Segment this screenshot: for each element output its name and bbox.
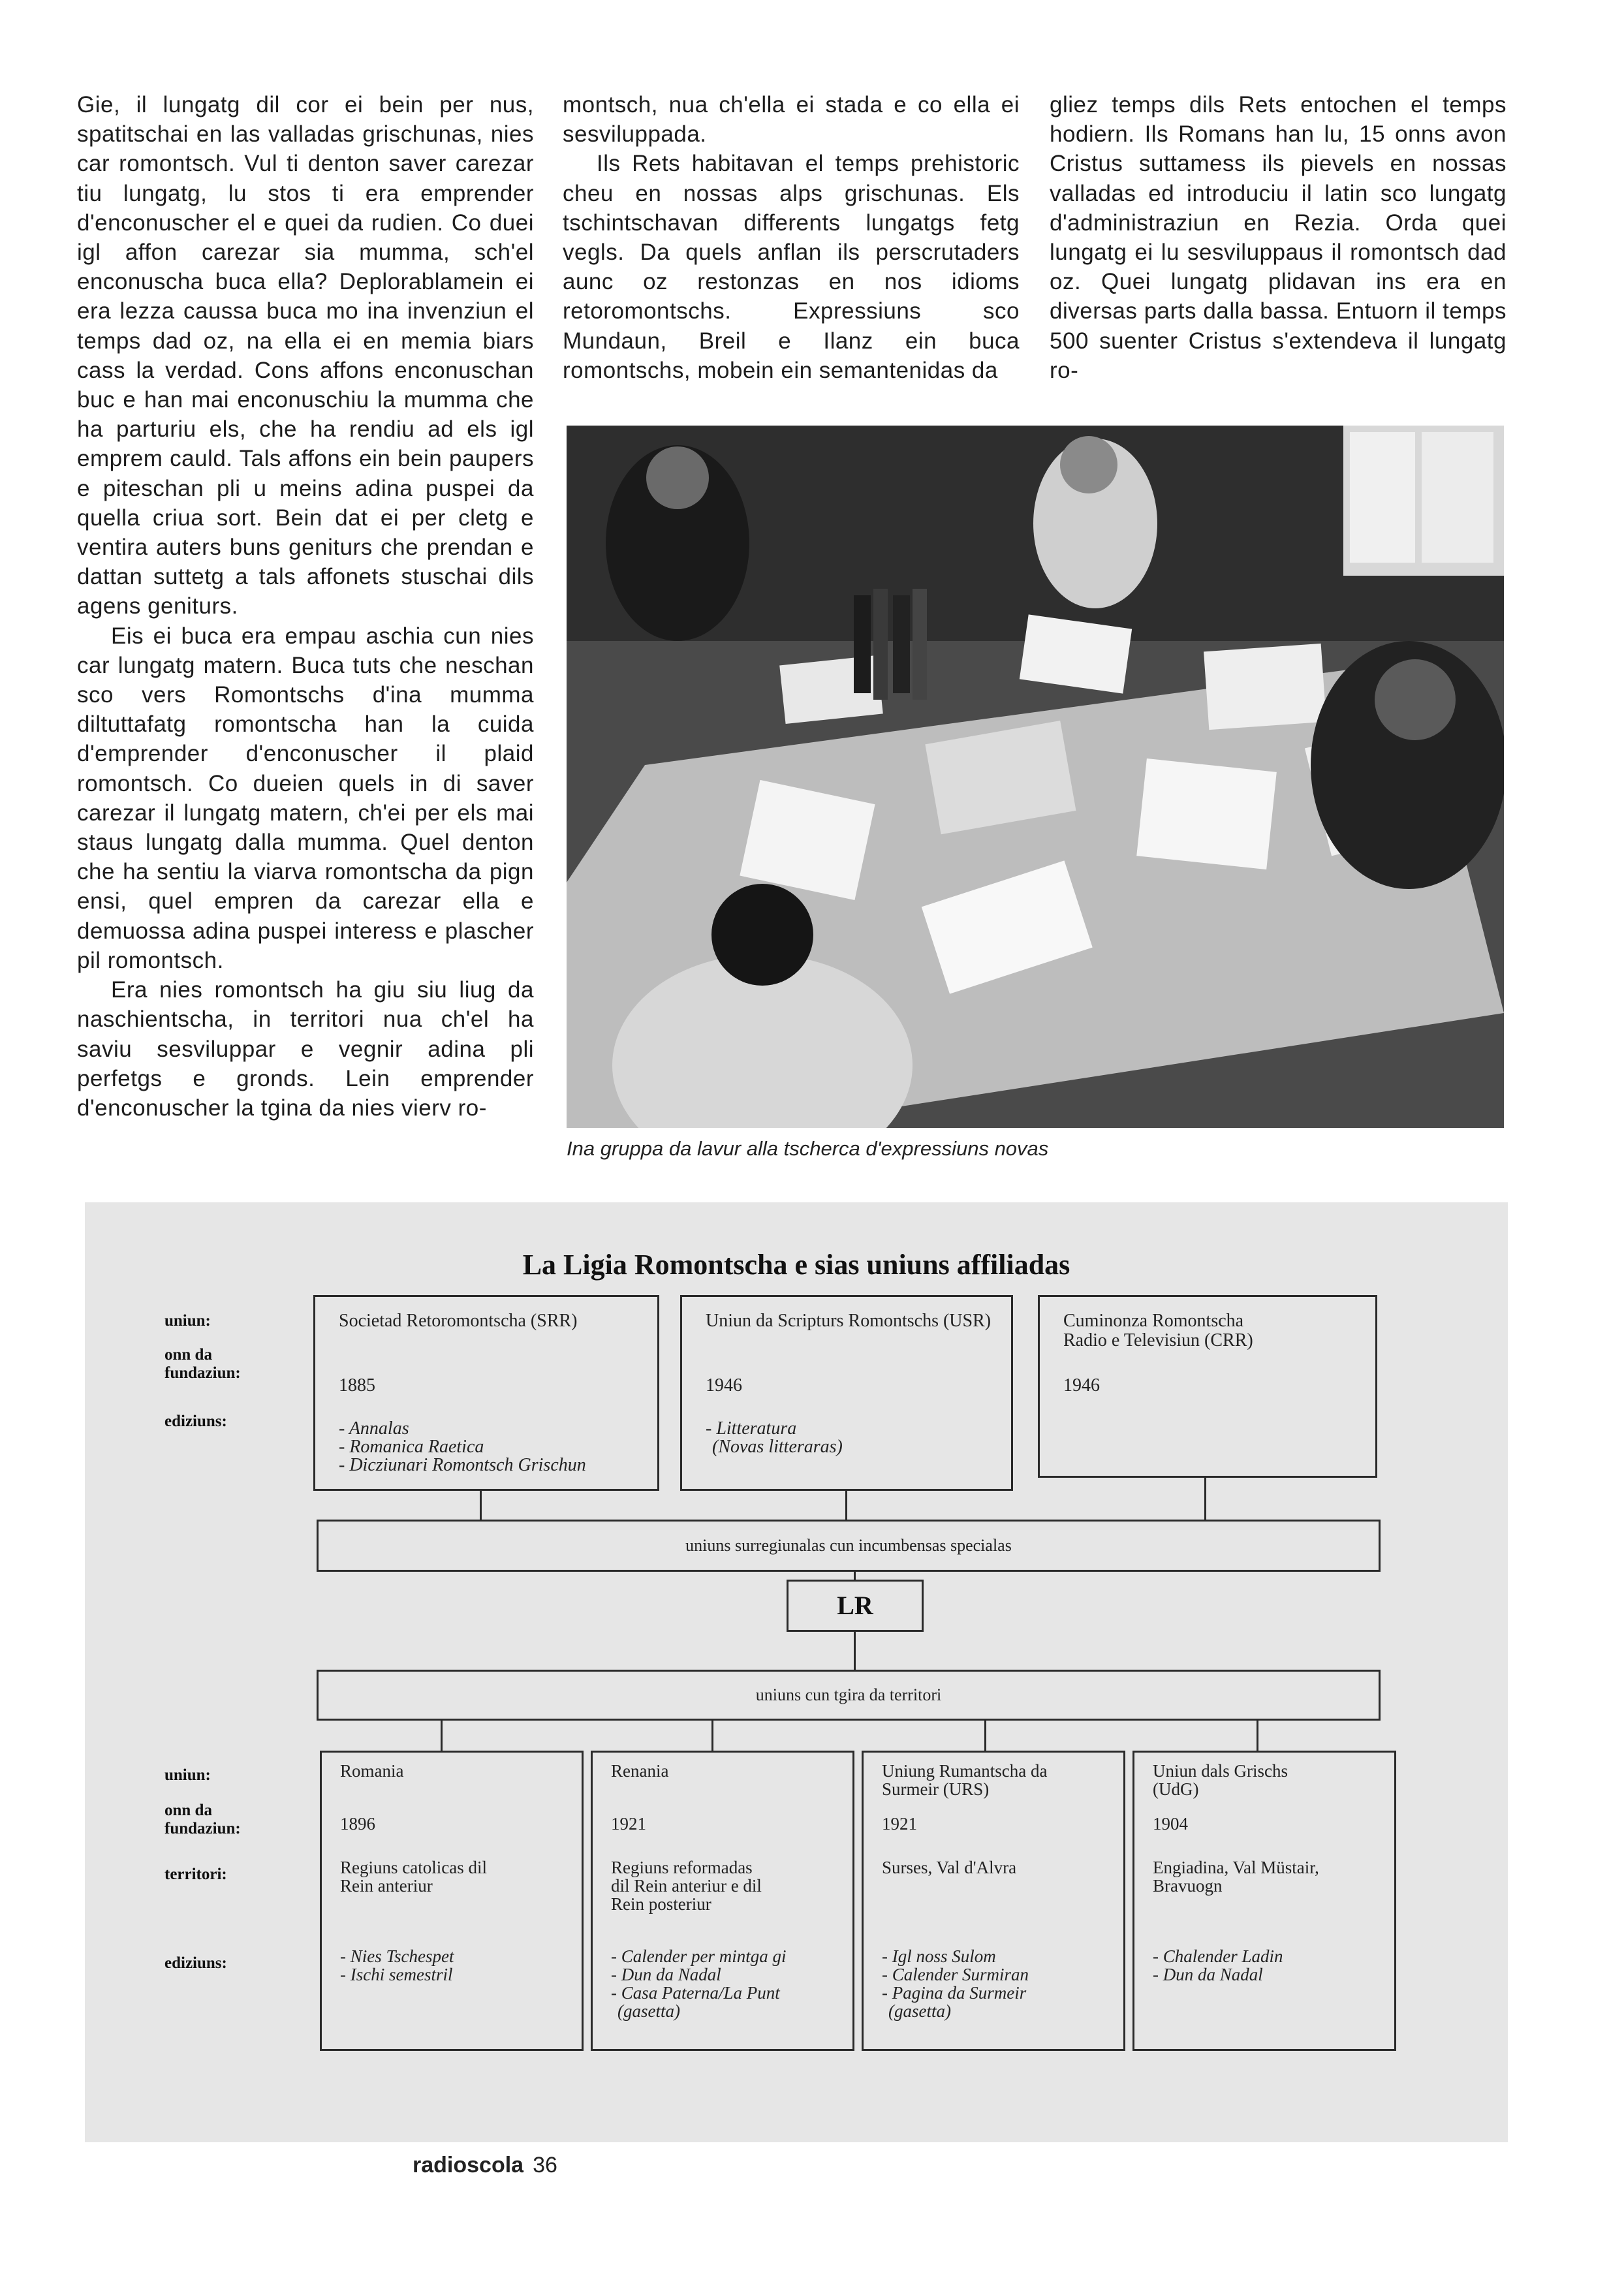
paragraph: gliez temps dils Rets entochen el temps hodiern. Ils Romans han lu, 15 onns avon Cristus suttamess ils pievels en nossas valladas ed introduciu il latin sco lungatg d'administraziun en Rezia. Orda quei lungatg ei lu sesviluppaus il romontsch dad oz. Quei lungatg plidavan ins era en diversas parts dalla bassa. Entuorn il temps 500 suenter Cristus s'extendeva il lungatg ro-	[1050, 92, 1507, 383]
box-territory: Regiuns reformadas dil Rein anteriur e dil Rein posteriur	[611, 1858, 762, 1914]
lr-box: LR	[787, 1580, 924, 1632]
box-editions	[340, 1947, 569, 1984]
paragraph: Ils Rets habitavan el temps prehistoric cheu en nossas alps grischunas. Els tschintschavan differents lungatgs fetg vegls. Da quels anflan ils perscrutaders aunc oz restonzas en nos idioms retoromontschs. Expressiuns sco Mundaun, Breil e Ilanz ein buca romontschs, mobein ein semantenidas da	[563, 151, 1020, 383]
connector	[480, 1491, 482, 1520]
organization-chart	[85, 1202, 1508, 2142]
bar-territori: uniuns cun tgira da territori	[317, 1670, 1381, 1721]
text-column-1	[77, 90, 534, 1123]
connector	[854, 1572, 856, 1580]
edition: - Litteratura	[706, 1418, 797, 1439]
box-editions	[882, 1947, 1110, 2020]
edition: - Pagina da Surmeir	[882, 1983, 1027, 2003]
box-name: Renania	[611, 1761, 669, 1781]
connector	[441, 1721, 443, 1751]
edition: (gasetta)	[617, 2001, 680, 2021]
label-uniun: uniun:	[164, 1766, 211, 1784]
label-onn-fundaziun: onn da fundaziun:	[164, 1802, 241, 1837]
box-year: 1904	[1153, 1814, 1188, 1834]
box-urs	[862, 1751, 1125, 2051]
edition: (gasetta)	[888, 2001, 951, 2021]
paragraph: Era nies romontsch ha giu siu liug da naschientscha, in territori nua ch'el ha saviu sesviluppar e vegnir adina pli perfetgs e gronds. Lein emprender d'enconuscher la tgina da nies vierv ro-	[77, 977, 534, 1121]
box-name: Uniun dals Grischs (UdG)	[1153, 1761, 1288, 1799]
work-group-photo	[567, 426, 1504, 1128]
photo-caption: Ina gruppa da lavur alla tscherca d'expressiuns novas	[567, 1137, 1049, 1160]
bar-surregiunalas: uniuns surregiunalas cun incumbensas specialas	[317, 1520, 1381, 1572]
paragraph: Gie, il lungatg dil cor ei bein per nus, spatitschai en las valladas grischunas, nies car romontsch. Vul ti denton saver carezar tiu lungatg, lu stos ti era emprender d'enconuscher el e quei da rudien. Co duei igl affon carezar sia mumma, sch'el enconuscha buca ella? Deplorablamein ei era lezza caussa buca mo ina invenziun el temps dad oz, na ella ei en memia biars cass la verdad. Cons affons enconuschan buc e han mai enconuschiu la mumma che ha parturiu els, che ha rendiu ad els igl emprem cauld. Tals affons ein bein paupers e piteschan pli u meins adina puspei da quella criua sort. Bein dat ei per cletg e ventira auters buns geniturs che prendan e dattan suttetg a tals affonets stuschai dils agens geniturs.	[77, 92, 534, 619]
box-usr	[680, 1295, 1013, 1491]
box-name: Uniun da Scripturs Romontschs (USR)	[706, 1311, 992, 1331]
box-year: 1921	[611, 1814, 646, 1834]
box-year: 1885	[339, 1375, 375, 1396]
text-column-3	[1050, 90, 1507, 385]
edition: - Nies Tschespet	[340, 1946, 454, 1966]
edition: (Novas litteraras)	[712, 1437, 843, 1457]
box-udg	[1132, 1751, 1396, 2051]
label-onn-fundaziun: onn da fundaziun:	[164, 1346, 241, 1382]
publication-name: radioscola	[413, 2153, 524, 2178]
page-footer	[413, 2153, 557, 2178]
box-year: 1896	[340, 1814, 375, 1834]
label-territori: territori:	[164, 1866, 227, 1883]
box-name: Societad Retoromontscha (SRR)	[339, 1311, 578, 1331]
connector	[984, 1721, 986, 1751]
box-year: 1946	[1063, 1375, 1100, 1396]
box-renania	[591, 1751, 854, 2051]
paragraph: montsch, nua ch'ella ei stada e co ella ei sesviluppada.	[563, 92, 1020, 148]
box-name: Romania	[340, 1761, 404, 1781]
paragraph: Eis ei buca era empau aschia cun nies car lungatg matern. Buca tuts che neschan sco vers Romontschs d'ina mumma diltuttafatg romontscha han la cuida d'emprender d'enconuscher il plaid romontsch. Co dueien quels in di saver carezar il lungatg matern, ch'ei per els mai staus lungatg dalla mumma. Quel denton che ha sentiu la viarva romontscha da pign ensi, quel empren da carezar ella e demuossa adina puspei interess e plascher pil romontsch.	[77, 623, 534, 973]
box-territory: Surses, Val d'Alvra	[882, 1858, 1017, 1877]
box-editions	[706, 1420, 843, 1456]
edition: - Igl noss Sulom	[882, 1946, 996, 1966]
box-territory: Regiuns catolicas dil Rein anteriur	[340, 1858, 487, 1896]
edition: - Ischi semestril	[340, 1965, 453, 1984]
edition: - Chalender Ladin	[1153, 1946, 1283, 1966]
connector	[854, 1632, 856, 1670]
box-name: Uniung Rumantscha da Surmeir (URS)	[882, 1761, 1048, 1799]
text-column-2	[563, 90, 1020, 385]
box-year: 1921	[882, 1814, 917, 1834]
box-territory: Engiadina, Val Müstair, Bravuogn	[1153, 1858, 1319, 1896]
edition: - Dun da Nadal	[1153, 1965, 1263, 1984]
edition: - Calender per mintga gi	[611, 1946, 787, 1966]
box-name: Cuminonza Romontscha Radio e Televisiun (CRR)	[1063, 1311, 1253, 1350]
connector	[1204, 1478, 1206, 1520]
box-srr	[313, 1295, 659, 1491]
edition: - Dicziunari Romontsch Grischun	[339, 1455, 586, 1475]
label-uniun: uniun:	[164, 1312, 211, 1330]
connector	[845, 1491, 847, 1520]
label-ediziuns: ediziuns:	[164, 1413, 227, 1430]
box-romania	[320, 1751, 584, 2051]
connector	[1257, 1721, 1258, 1751]
box-year: 1946	[706, 1375, 742, 1396]
edition: - Calender Surmiran	[882, 1965, 1029, 1984]
edition: - Dun da Nadal	[611, 1965, 721, 1984]
edition: - Casa Paterna/La Punt	[611, 1983, 780, 2003]
photo-illustration	[567, 426, 1504, 1128]
box-editions	[611, 1947, 839, 2020]
page-number: 36	[533, 2153, 557, 2178]
edition: - Annalas	[339, 1418, 409, 1439]
box-editions	[1153, 1947, 1381, 1984]
box-editions	[339, 1420, 586, 1475]
box-crr	[1038, 1295, 1377, 1478]
chart-title: La Ligia Romontscha e sias uniuns affiliadas	[522, 1249, 1070, 1281]
label-ediziuns: ediziuns:	[164, 1954, 227, 1972]
edition: - Romanica Raetica	[339, 1437, 484, 1457]
connector	[711, 1721, 713, 1751]
